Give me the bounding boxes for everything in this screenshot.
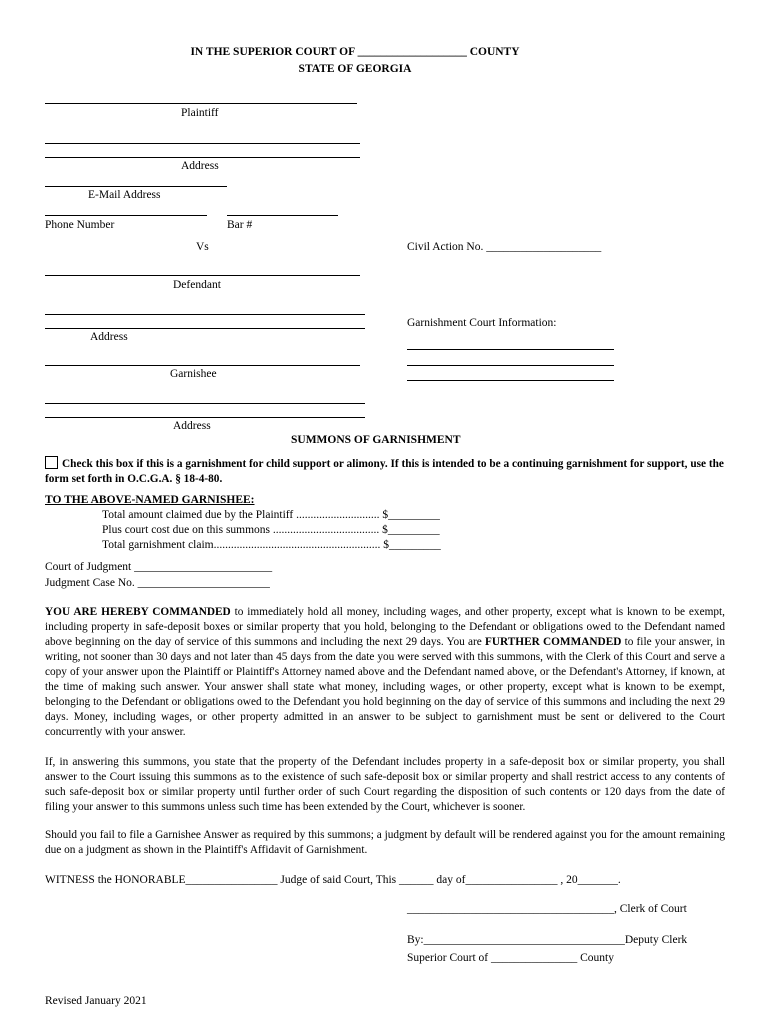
judgment-case-no: Judgment Case No. _______________________ — [45, 577, 270, 589]
summons-title: SUMMONS OF GARNISHMENT — [291, 434, 461, 446]
safe-deposit-paragraph: If, in answering this summons, you state that the property of the Defendant includes property in a safe-deposit box or similar property, you shall answer to the Court issuing this summons as to the existence of such safe-deposit box or similar property and shall restrict access to any contents of such safe-deposit box or similar property until further order of such Court regarding the disposition of such contents or 120 days from the date of filing your answer to this summons unless such time has been extended by the Court, whichever is sooner. — [45, 756, 725, 813]
defendant-label: Defendant — [173, 279, 221, 291]
defendant-line[interactable] — [45, 275, 360, 276]
phone-line[interactable] — [45, 215, 207, 216]
bar-line[interactable] — [227, 215, 338, 216]
plaintiff-address-line-1[interactable] — [45, 143, 360, 144]
defendant-address-label: Address — [90, 331, 128, 343]
plaintiff-line[interactable] — [45, 103, 357, 104]
court-title: IN THE SUPERIOR COURT OF ___________________ COUNTY — [190, 46, 520, 58]
court-cost-row: Plus court cost due on this summons ..................................... $_________ — [102, 524, 440, 536]
garnishee-line[interactable] — [45, 365, 360, 366]
command-bold-2: FURTHER COMMANDED — [484, 636, 622, 648]
court-info-line-3[interactable] — [407, 380, 614, 381]
command-text-1: to immediately hold all money, including wages, and other property, except what is known to be exempt, including property in safe-deposit boxes or similar property that you hold, belonging to the Defendant or obligations owed to the Defendant named above beginning on the day of service of this summons and including the next 29 days. You are — [45, 606, 725, 648]
garnishee-address-line-2[interactable] — [45, 417, 365, 418]
garnishee-address-line-1[interactable] — [45, 403, 365, 404]
child-support-checkbox-text: Check this box if this is a garnishment for child support or alimony. If this is intended to be a continuing garnishment for support, use the form set forth in O.C.G.A. § 18-4-80. — [45, 458, 724, 485]
revision-date: Revised January 2021 — [45, 995, 147, 1007]
phone-label: Phone Number — [45, 219, 115, 231]
defendant-address-line-1[interactable] — [45, 314, 365, 315]
garnishee-address-label: Address — [173, 420, 211, 432]
court-of-judgment: Court of Judgment ________________________ — [45, 561, 273, 573]
command-paragraph — [45, 605, 725, 740]
garnishee-label: Garnishee — [170, 368, 217, 380]
versus-label: Vs — [196, 241, 209, 253]
total-claim-row: Total garnishment claim.......................................................... $_________ — [102, 539, 441, 551]
plaintiff-address-line-2[interactable] — [45, 157, 360, 158]
child-support-checkbox[interactable] — [45, 456, 58, 469]
amount-claimed-row: Total amount claimed due by the Plaintiff ............................. $_________ — [102, 509, 440, 521]
plaintiff-address-label: Address — [181, 160, 219, 172]
child-support-statement — [45, 456, 725, 487]
default-judgment-paragraph: Should you fail to file a Garnishee Answer as required by this summons; a judgment by default will be rendered against you for the amount remaining due on a judgment as shown in the Plaintiff's Affidavit of Garnishment. — [45, 829, 725, 856]
plaintiff-label: Plaintiff — [181, 107, 219, 119]
email-label: E-Mail Address — [88, 189, 161, 201]
email-line[interactable] — [45, 186, 227, 187]
defendant-address-line-2[interactable] — [45, 328, 365, 329]
court-info-line-1[interactable] — [407, 349, 614, 350]
garnishment-court-info-label: Garnishment Court Information: — [407, 317, 557, 329]
superior-court-line: Superior Court of _______________ County — [407, 952, 614, 964]
clerk-line: ____________________________________, Clerk of Court — [407, 903, 687, 915]
civil-action-label: Civil Action No. ____________________ — [407, 241, 602, 253]
bar-label: Bar # — [227, 219, 253, 231]
to-garnishee-heading: TO THE ABOVE-NAMED GARNISHEE: — [45, 494, 255, 506]
command-text-2: to file your answer, in writing, not sooner than 30 days and not later than 45 days from the date you were served with this summons, with the Clerk of this Court and serve a copy of your answer upon the Plaintiff or Plaintiff's Attorney named above and the Defendant named above, or the Defendant's Attorney, if known, at the time of making such answer. Your answer shall state what money, including wages, or other property, except what is known to be exempt, belonging to the Defendant or obligations owed to the Defendant you hold beginning on the day of service of this summons and including the next 29 days. Money, including wages, or other property admitted in an answer to be subject to garnishment must be sent or delivered to the Court concurrently with your answer. — [45, 636, 725, 738]
witness-line: WITNESS the HONORABLE________________ Judge of said Court, This ______ day of________________ , 20_______. — [45, 874, 621, 886]
command-bold-1: YOU ARE HEREBY COMMANDED — [45, 606, 231, 618]
court-info-line-2[interactable] — [407, 365, 614, 366]
state-title: STATE OF GEORGIA — [298, 63, 412, 75]
deputy-clerk-line: By:___________________________________Deputy Clerk — [407, 934, 688, 946]
